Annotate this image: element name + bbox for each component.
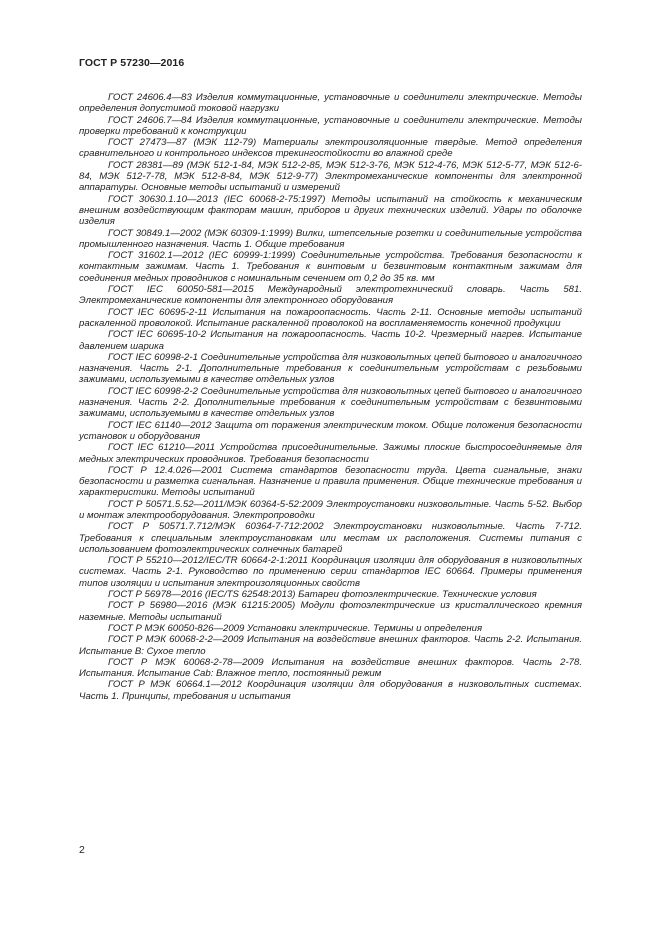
reference-item: ГОСТ IEC 60050-581—2015 Международный электротехнический словарь. Часть 581. Электромеханические компоненты для электронного оборудования bbox=[79, 284, 582, 307]
reference-item: ГОСТ 30630.1.10—2013 (IEC 60068-2-75:1997) Методы испытаний на стойкость к механическим внешним воздействующим факторам машин, приборов и других технических изделий. Удары по оболочке изделия bbox=[79, 193, 582, 228]
reference-item: ГОСТ Р МЭК 60068-2-78—2009 Испытания на воздействие внешних факторов. Часть 2-78. Испытания. Испытание Cab: Влажное тепло, постоянный режим bbox=[79, 656, 582, 680]
reference-item: ГОСТ IEC 60695-2-11 Испытания на пожароопасность. Часть 2-11. Основные методы испытаний раскаленной проволокой. Испытание раскаленной проволокой на воспламеняемость конечной продукции bbox=[79, 306, 582, 329]
reference-item: ГОСТ IEC 60998-2-1 Соединительные устройства для низковольтных цепей бытового и аналогичного назначения. Часть 2-1. Дополнительные требования к соединительным устройствам с резьбовыми зажимами, используемыми в качестве отдельных узлов bbox=[79, 351, 582, 386]
reference-item: ГОСТ Р 55210—2012/IEC/TR 60664-2-1:2011 Координация изоляции для оборудования в низковольтных системах. Часть 2-1. Руководство по применению серии стандартов IEC 60664. Примеры применения типов изоляции и испытания электроизоляционных свойств bbox=[79, 555, 582, 589]
reference-item: ГОСТ IEC 61140—2012 Защита от поражения электрическим током. Общие положения безопасности установок и оборудования bbox=[79, 419, 582, 442]
normative-references-list bbox=[79, 92, 582, 702]
reference-item: ГОСТ 30849.1—2002 (МЭК 60309-1:1999) Вилки, штепсельные розетки и соединительные устройства промышленного назначения. Часть 1. Общие требования bbox=[79, 227, 582, 250]
reference-item: ГОСТ IEC 60998-2-2 Соединительные устройства для низковольтных цепей бытового и аналогичного назначения. Часть 2-2. Дополнительные требования к соединительным устройствам с безвинтовыми зажимами, используемыми в качестве отдельных узлов bbox=[79, 385, 582, 420]
reference-item: ГОСТ Р 56978—2016 (IEC/TS 62548:2013) Батареи фотоэлектрические. Технические условия bbox=[108, 589, 537, 601]
reference-item: ГОСТ Р 50571.7.712/МЭК 60364-7-712:2002 Электроустановки низковольтные. Часть 7-712. Требования к специальным электроустановкам или местам их расположения. Системы питания с использованием фотоэлектрических солнечных батарей bbox=[79, 521, 582, 555]
reference-item: ГОСТ Р МЭК 60050-826—2009 Установки электрические. Термины и определения bbox=[108, 622, 483, 634]
reference-item: ГОСТ Р 50571.5.52—2011/МЭК 60364-5-52:2009 Электроустановки низковольтные. Часть 5-52. Выбор и монтаж электрооборудования. Электропроводки bbox=[79, 498, 582, 521]
page-number: 2 bbox=[79, 844, 85, 856]
reference-item: ГОСТ 24606.7—84 Изделия коммутационные, установочные и соединители электрические. Методы проверки требований к конструкции bbox=[79, 114, 582, 137]
document-header: ГОСТ Р 57230—2016 bbox=[79, 57, 185, 69]
reference-item: ГОСТ 24606.4—83 Изделия коммутационные, установочные и соединители электрические. Методы определения допустимой токовой нагрузки bbox=[79, 92, 582, 115]
reference-item: ГОСТ Р МЭК 60664.1—2012 Координация изоляции для оборудования в низковольтных системах. Часть 1. Принципы, требования и испытания bbox=[79, 679, 582, 702]
reference-item: ГОСТ 28381—89 (МЭК 512-1-84, МЭК 512-2-85, МЭК 512-3-76, МЭК 512-4-76, МЭК 512-5-77, МЭК 512-6-84, МЭК 512-7-78, МЭК 512-8-84, МЭК 512-9-77) Электромеханические компоненты для электронной аппаратуры. Основные методы испытаний и измерений bbox=[79, 159, 582, 194]
reference-item: ГОСТ IEC 61210—2011 Устройства присоединительные. Зажимы плоские быстросоединяемые для медных электрических проводников. Требования безопасности bbox=[79, 442, 582, 465]
reference-item: ГОСТ Р 12.4.026—2001 Система стандартов безопасности труда. Цвета сигнальные, знаки безопасности и разметка сигнальная. Назначение и правила применения. Общие технические требования и характеристики. Методы испытаний bbox=[79, 464, 582, 499]
reference-item: ГОСТ Р МЭК 60068-2-2—2009 Испытания на воздействие внешних факторов. Часть 2-2. Испытания. Испытание B: Сухое тепло bbox=[79, 634, 582, 657]
reference-item: ГОСТ 27473—87 (МЭК 112-79) Материалы электроизоляционные твердые. Метод определения сравнительного и контрольного индексов трекингостойкости во влажной среде bbox=[79, 137, 582, 160]
reference-item: ГОСТ IEC 60695-10-2 Испытания на пожароопасность. Часть 10-2. Чрезмерный нагрев. Испытание давлением шарика bbox=[79, 329, 582, 352]
reference-item: ГОСТ Р 56980—2016 (МЭК 61215:2005) Модули фотоэлектрические из кристаллического кремния наземные. Методы испытаний bbox=[79, 600, 582, 623]
reference-item: ГОСТ 31602.1—2012 (IEC 60999-1:1999) Соединительные устройства. Требования безопасности к контактным зажимам. Часть 1. Требования к винтовым и безвинтовым контактным зажимам для соединения медных проводников с номинальным сечением от 0,2 до 35 кв. мм bbox=[79, 250, 582, 284]
